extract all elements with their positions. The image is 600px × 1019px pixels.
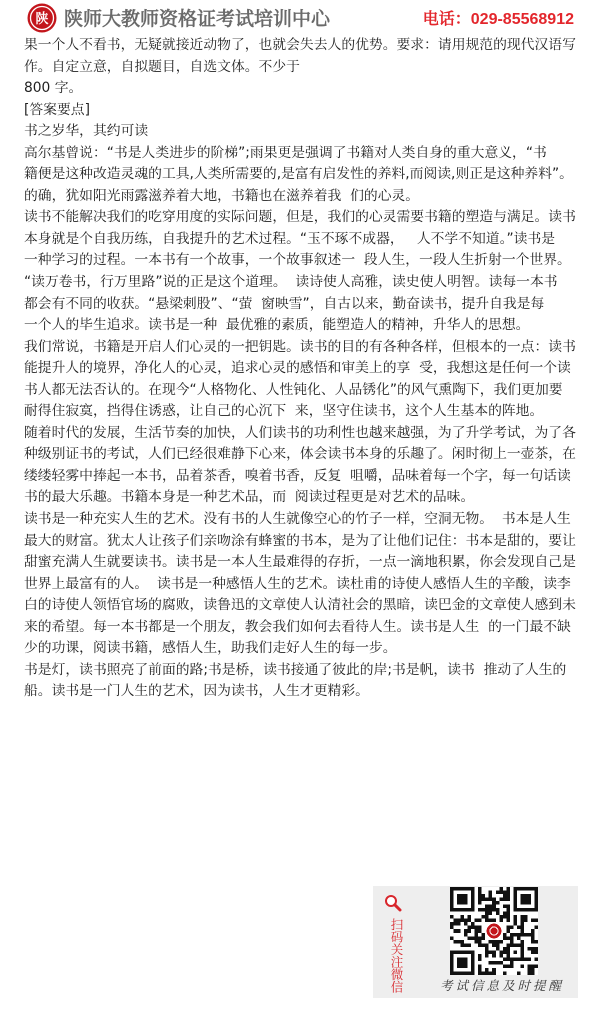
text-line: 甜蜜充满人生就要读书。读书是一本人生最难得的存折，一点一滴地积累，你会发现自己是: [24, 554, 576, 571]
qr-module: [482, 908, 486, 912]
qr-module: [485, 919, 489, 923]
search-icon-handle: [395, 905, 400, 910]
paragraph: [24, 337, 584, 423]
qr-module: [499, 887, 503, 891]
qr-module: [506, 936, 510, 940]
qr-module: [534, 926, 538, 930]
qr-module: [531, 968, 535, 972]
qr-module: [482, 943, 486, 947]
paragraph: [24, 509, 584, 660]
qr-module: [489, 950, 493, 954]
text-line: 一个人的毕生追求。读书是一种 最优雅的素质，能塑造人的精神，升华人的思想。: [24, 317, 530, 334]
qr-module: [475, 929, 479, 933]
qr-module: [489, 940, 493, 944]
qr-module: [468, 936, 472, 940]
qr-module: [475, 926, 479, 930]
qr-module: [531, 929, 535, 933]
qr-module: [478, 940, 482, 944]
text-line: 能提升人的境界，净化人的心灵，追求心灵的感悟和审美上的享 受，我想这是任何一个读: [24, 360, 571, 377]
qr-module: [485, 968, 489, 972]
qr-module: [534, 919, 538, 923]
qr-finder-center: [520, 894, 531, 905]
qr-module: [489, 891, 493, 895]
qr-finder-center: [457, 957, 468, 968]
qr-module: [492, 919, 496, 923]
qr-module: [520, 929, 524, 933]
qr-module: [454, 929, 458, 933]
qr-module: [492, 943, 496, 947]
qr-module: [478, 894, 482, 898]
qr-module: [482, 915, 486, 919]
qr-module: [478, 971, 482, 975]
qr-module: [485, 915, 489, 919]
qr-module: [454, 922, 458, 926]
qr-module: [492, 971, 496, 975]
qr-module: [496, 947, 500, 951]
text-line: 读书不能解决我们的吃穿用度的实际问题，但是，我们的心灵需要书籍的塑造与满足。读书: [24, 209, 576, 226]
qr-module: [464, 929, 468, 933]
text-line: 籍便是这种改造灵魂的工具,人类所需要的,是富有启发性的养料,而阅读,则正是这种养料”。: [24, 166, 573, 183]
qr-module: [503, 964, 507, 968]
text-line: 少的功课，阅读书籍，感悟人生，助我们走好人生的每一步。: [24, 640, 397, 657]
qr-module: [475, 940, 479, 944]
qr-module: [531, 919, 535, 923]
qr-module: [520, 926, 524, 930]
qr-module: [531, 940, 535, 944]
qr-module: [492, 901, 496, 905]
qr-module: [517, 926, 521, 930]
qr-module: [513, 915, 517, 919]
qr-module: [496, 943, 500, 947]
qr-module: [527, 971, 531, 975]
document-body: [24, 35, 584, 703]
qr-module: [485, 947, 489, 951]
qr-module: [520, 915, 524, 919]
qr-module: [517, 971, 521, 975]
qr-module: [478, 926, 482, 930]
qr-module: [450, 922, 454, 926]
qr-module: [531, 936, 535, 940]
qr-module: [485, 912, 489, 916]
qr-module: [496, 961, 500, 965]
qr-module: [527, 933, 531, 937]
qr-module: [506, 908, 510, 912]
qr-module: [510, 961, 514, 965]
qr-module: [468, 919, 472, 923]
qr-module: [520, 940, 524, 944]
text-line: “读万卷书，行万里路”说的正是这个道理。 读诗使人高雅，读史使人明智。读每一本书: [24, 274, 558, 291]
qr-module: [485, 908, 489, 912]
text-line: 来的希望。每一本书都是一个朋友，教会我们如何去看待人生。读书是人生 的一门最不缺: [24, 618, 571, 635]
text-line: 世界上最富有的人。 读书是一种感悟人生的艺术。读杜甫的诗使人感悟人生的辛酸，读李: [24, 575, 571, 592]
qr-module: [534, 957, 538, 961]
qr-module: [520, 964, 524, 968]
qr-module: [492, 954, 496, 958]
paragraph: [24, 35, 584, 100]
qr-module: [489, 912, 493, 916]
qr-module: [506, 898, 510, 902]
qr-module: [524, 933, 528, 937]
qr-module: [527, 947, 531, 951]
qr-module: [471, 926, 475, 930]
qr-module: [457, 919, 461, 923]
qr-module: [478, 919, 482, 923]
text-line: 果一个人不看书，无疑就接近动物了，也就会失去人的优势。要求：请用规范的现代汉语写: [24, 37, 576, 53]
answer-key-paragraph: [24, 100, 584, 122]
qr-module: [506, 891, 510, 895]
qr-caption: 考试信息及时提醒: [440, 978, 565, 993]
qr-module: [524, 957, 528, 961]
text-line: 船。读书是一门人生的艺术，因为读书，人生才更精彩。: [24, 683, 369, 700]
qr-module: [513, 919, 517, 923]
qr-module: [531, 947, 535, 951]
qr-module: [492, 961, 496, 965]
qr-module: [471, 936, 475, 940]
qr-module: [503, 971, 507, 975]
qr-module: [475, 919, 479, 923]
text-line: 书的最大乐趣。书籍本身是一种艺术品，而 阅读过程更是对艺术的品味。: [24, 489, 475, 506]
qr-module: [464, 933, 468, 937]
essay-title: 书之岁华，其约可读: [24, 123, 149, 140]
qr-module: [496, 912, 500, 916]
qr-module: [492, 898, 496, 902]
paragraph: [24, 143, 584, 208]
qr-module: [534, 947, 538, 951]
qr-module: [499, 891, 503, 895]
qr-module: [506, 964, 510, 968]
qr-module: [492, 950, 496, 954]
qr-module: [503, 936, 507, 940]
logo: [27, 3, 57, 33]
qr-module: [534, 964, 538, 968]
text-line: 缕缕轻雾中捧起一本书，品着茶香，嗅着书香，反复 咀嚼，品味着每一个字，每一句话读: [24, 467, 571, 484]
paragraph: [24, 660, 584, 703]
qr-module: [499, 950, 503, 954]
qr-module: [489, 894, 493, 898]
qr-module: [496, 891, 500, 895]
qr-module: [478, 964, 482, 968]
qr-module: [506, 905, 510, 909]
qr-module: [464, 922, 468, 926]
qr-module: [482, 898, 486, 902]
qr-module: [503, 898, 507, 902]
paragraph: [24, 207, 584, 336]
qr-module: [485, 943, 489, 947]
qr-module: [506, 912, 510, 916]
qr-module: [510, 936, 514, 940]
qr-module: [506, 915, 510, 919]
text-line: 白的诗使人领悟官场的腐败，读鲁迅的文章使人认清社会的黑暗，读巴金的文章使人感到未: [24, 597, 576, 614]
qr-logo-center: [490, 927, 497, 934]
qr-module: [517, 936, 521, 940]
text-line: 读书是一种充实人生的艺术。没有书的人生就像空心的竹子一样，空洞无物。 书本是人生: [24, 511, 571, 528]
qr-module: [506, 926, 510, 930]
qr-module: [492, 905, 496, 909]
qr-module: [517, 933, 521, 937]
qr-module: [482, 894, 486, 898]
qr-module: [457, 922, 461, 926]
qr-module: [503, 933, 507, 937]
text-line: 作。自定立意，自拟题目，自选文体。不少于: [24, 58, 300, 75]
qr-module: [503, 915, 507, 919]
search-icon: [384, 894, 402, 912]
qr-module: [475, 933, 479, 937]
qr-module: [478, 908, 482, 912]
qr-module: [464, 919, 468, 923]
qr-module: [482, 936, 486, 940]
qr-module: [478, 954, 482, 958]
qr-module: [485, 905, 489, 909]
qr-module: [461, 915, 465, 919]
paragraph: [24, 423, 584, 509]
qr-module: [534, 950, 538, 954]
qr-module: [489, 919, 493, 923]
qr-module: [492, 940, 496, 944]
qr-module: [503, 894, 507, 898]
qr-module: [478, 891, 482, 895]
qr-module: [527, 964, 531, 968]
qr-module: [482, 933, 486, 937]
qr-module: [457, 940, 461, 944]
logo-text: 陕: [35, 11, 49, 27]
qr-module: [478, 887, 482, 891]
qr-module: [478, 929, 482, 933]
qr-module: [499, 961, 503, 965]
qr-module: [531, 933, 535, 937]
qr-module: [531, 964, 535, 968]
qr-module: [503, 950, 507, 954]
qr-module: [531, 950, 535, 954]
text-line: 都会有不同的收获。“悬梁刺股”、“萤 窗映雪”，自古以来，勤奋读书，提升自我是每: [24, 295, 545, 312]
qr-module: [506, 929, 510, 933]
phone-number: 电话：029-85568912: [422, 11, 574, 28]
qr-module: [510, 933, 514, 937]
qr-module: [471, 922, 475, 926]
qr-module: [520, 919, 524, 923]
qr-module: [499, 940, 503, 944]
text-line: 高尔基曾说：“书是人类进步的阶梯”;雨果更是强调了书籍对人类自身的重大意义，“书: [24, 144, 547, 161]
qr-module: [485, 971, 489, 975]
text-line: 800 字。: [24, 80, 83, 97]
qr-module: [461, 919, 465, 923]
qr-module: [478, 901, 482, 905]
qr-module: [478, 957, 482, 961]
text-line: 一种学习的过程。一本书有一个故事，一个故事叙述一 段人生，一段人生折射一个世界。: [24, 252, 571, 269]
qr-module: [450, 936, 454, 940]
qr-module: [478, 936, 482, 940]
qr-module: [489, 971, 493, 975]
text-line: 的确，犹如阳光雨露滋养着大地，书籍也在滋养着我 们的心灵。: [24, 187, 420, 204]
qr-module: [499, 898, 503, 902]
qr-module: [485, 954, 489, 958]
qr-module: [489, 908, 493, 912]
qr-module: [450, 926, 454, 930]
qr-module: [454, 919, 458, 923]
text-line: 书人都无法否认的。在现今“人格物化、人性钝化、人品锈化”的风气熏陶下，我们更加要: [24, 381, 563, 398]
qr-module: [513, 922, 517, 926]
answer-key-heading: [答案要点]: [24, 101, 90, 118]
qr-module: [468, 929, 472, 933]
qr-module: [506, 887, 510, 891]
qr-module: [503, 947, 507, 951]
qr-module: [524, 919, 528, 923]
qr-module: [457, 929, 461, 933]
qr-module: [499, 915, 503, 919]
qr-module: [468, 926, 472, 930]
qr-module: [496, 908, 500, 912]
qr-module: [503, 891, 507, 895]
scan-follow-label: 扫码关注微信: [389, 918, 404, 993]
qr-module: [496, 940, 500, 944]
qr-module: [475, 936, 479, 940]
text-line: 随着时代的发展，生活节奏的加快，人们读书的功利性也越来越强，为了升学考试，为了各: [24, 424, 576, 441]
qr-module: [478, 968, 482, 972]
essay-title-paragraph: [24, 121, 584, 143]
qr-module: [527, 957, 531, 961]
qr-module: [499, 919, 503, 923]
page-header: [0, 0, 600, 36]
qr-module: [503, 905, 507, 909]
qr-module: [510, 964, 514, 968]
qr-module: [506, 919, 510, 923]
qr-module: [478, 898, 482, 902]
qr-module: [485, 898, 489, 902]
qr-module: [492, 968, 496, 972]
qr-module: [454, 940, 458, 944]
qr-module: [489, 961, 493, 965]
qr-module: [468, 943, 472, 947]
qr-module: [492, 908, 496, 912]
qr-module: [499, 954, 503, 958]
qr-module: [503, 957, 507, 961]
text-line: 书是灯，读书照亮了前面的路;书是桥，读书接通了彼此的岸;书是帆，读书 推动了人生的: [24, 661, 567, 678]
text-line: 种级别证书的考试，人们已经很难静下心来，体会读书本身的乐趣了。闲时彻上一壶茶，在: [24, 446, 576, 463]
qr-module: [534, 940, 538, 944]
qr-module: [520, 922, 524, 926]
qr-module: [464, 943, 468, 947]
qr-module: [506, 894, 510, 898]
qr-module: [489, 898, 493, 902]
qr-module: [520, 933, 524, 937]
text-line: 耐得住寂寞，挡得住诱惑，让自己的心沉下 来，坚守住读书，这个人生基本的阵地。: [24, 403, 544, 420]
qr-module: [527, 968, 531, 972]
qr-module: [461, 943, 465, 947]
site-title: 陕师大教师资格证考试培训中心: [64, 8, 331, 30]
qr-alignment-center: [513, 950, 517, 954]
wechat-qr-card: [373, 886, 578, 998]
qr-module: [461, 940, 465, 944]
qr-module: [524, 915, 528, 919]
qr-module: [489, 905, 493, 909]
qr-module: [510, 926, 514, 930]
text-line: 本身就是个自我历练，自我提升的艺术过程。“玉不琢不成器， 人不学不知道。”读书是: [24, 230, 556, 247]
qr-code: [450, 887, 538, 975]
qr-module: [485, 950, 489, 954]
text-line: 最大的财富。犹太人让孩子们亲吻涂有蜂蜜的书本，是为了让他们记住：书本是甜的，要让: [24, 532, 576, 549]
qr-module: [482, 971, 486, 975]
text-line: 我们常说，书籍是开启人们心灵的一把钥匙。读书的目的有各种各样，但根本的一点：读书: [24, 338, 576, 355]
qr-module: [510, 940, 514, 944]
qr-module: [503, 912, 507, 916]
qr-module: [531, 971, 535, 975]
qr-module: [450, 915, 454, 919]
qr-module: [513, 933, 517, 937]
qr-module: [468, 915, 472, 919]
qr-module: [478, 943, 482, 947]
qr-module: [496, 901, 500, 905]
qr-finder-center: [457, 894, 468, 905]
